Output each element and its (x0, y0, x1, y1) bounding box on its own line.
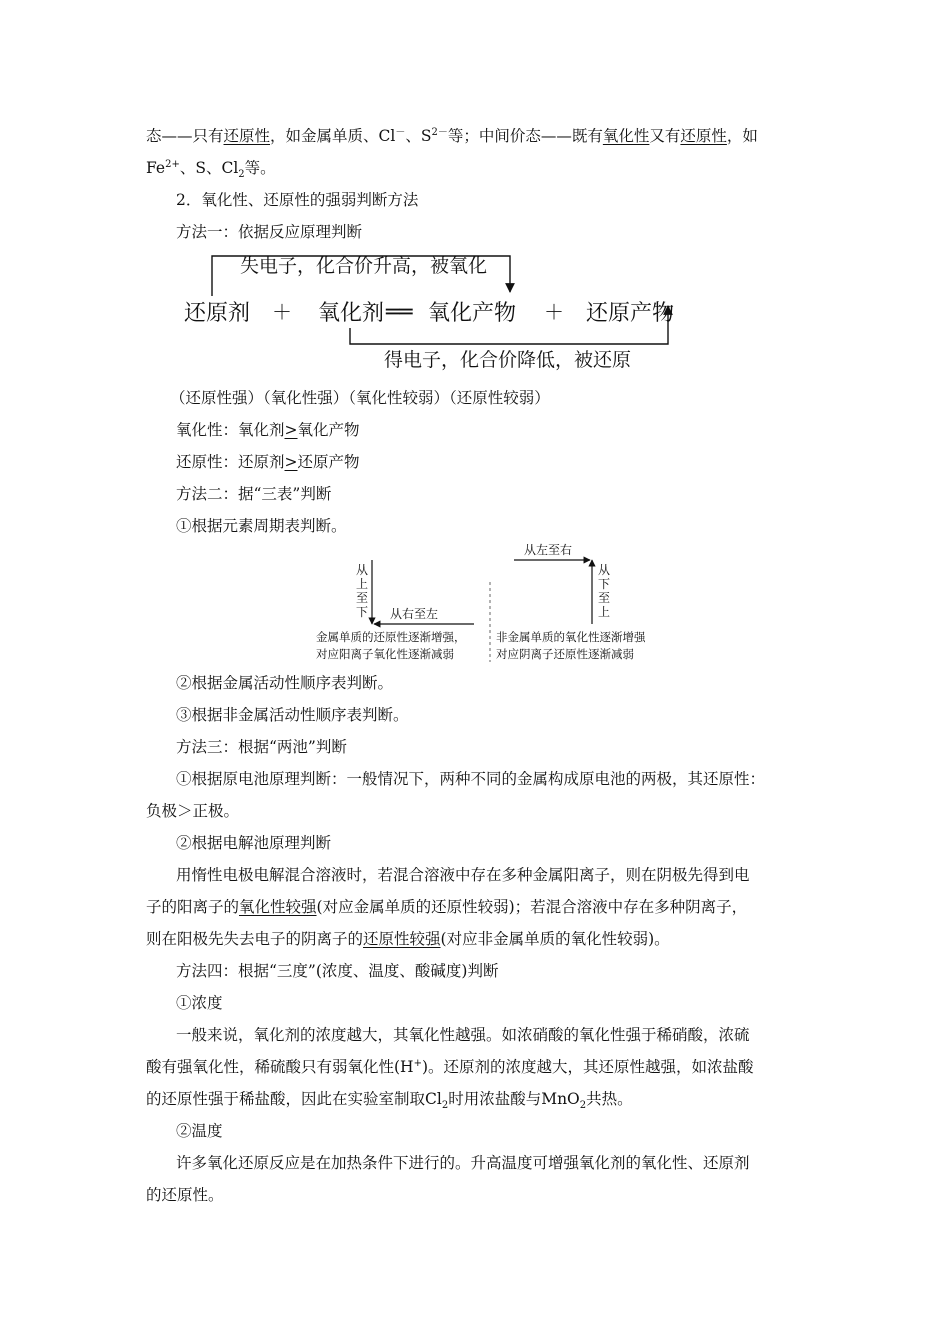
right-to-left-label: 从右至左 (390, 607, 439, 621)
text: 氧化性：氧化剂 (176, 421, 285, 439)
electron-gain-label: 得电子，化合价降低，被还原 (384, 349, 632, 371)
text-line: 一般来说，氧化剂的浓度越大，其氧化性越强。如浓硝酸的氧化性强于稀硝酸，浓硫 (176, 1026, 750, 1044)
vertical-label-char: 下 (598, 577, 611, 591)
sub-item: ②温度 (176, 1122, 223, 1140)
subscript: 2 (441, 1100, 449, 1112)
method-heading: 方法一：依据反应原理判断 (176, 223, 363, 241)
subscript: 2 (238, 169, 245, 181)
text: 还原产物 (297, 453, 360, 471)
nonmetal-trend-line1: 非金属单质的氧化性逐渐增强 (496, 630, 646, 644)
redox-diagram (170, 248, 690, 378)
text: 酸有强氧化性，稀硫酸只有弱氧化性(H (146, 1058, 414, 1076)
reductant: 还原剂 (184, 301, 251, 326)
periodic-trend-diagram (310, 538, 680, 666)
superscript: － (395, 126, 406, 138)
underlined-term: 还原性 (680, 127, 727, 145)
text-line (146, 126, 758, 146)
underlined-term: 还原性 (223, 127, 271, 145)
superscript: 2+ (165, 158, 180, 170)
greater-than: > (284, 453, 298, 471)
sub-item: ①根据元素周期表判断。 (176, 517, 347, 535)
oxidation-product: 氧化产物 (428, 301, 517, 326)
superscript: + (413, 1057, 422, 1069)
text: 还原性：还原剂 (176, 453, 285, 471)
text: 则在阳极先失去电子的阴离子的 (146, 930, 364, 948)
plus-sign: ＋ (272, 300, 292, 324)
text-line: 负极＞正极。 (146, 802, 240, 820)
equals-sign: ══ (386, 300, 413, 325)
section-heading: 2．氧化性、还原性的强弱判断方法 (176, 191, 419, 209)
down-to-up-label (598, 563, 610, 619)
text: 等；中间价态——既有 (447, 127, 603, 145)
text: )。还原剂的浓度越大，其还原性越强，如浓盐酸 (421, 1058, 754, 1076)
method-heading: 方法三：根据“两池”判断 (176, 738, 347, 756)
method-heading: 方法二：据“三表”判断 (176, 485, 332, 503)
text-line (146, 158, 276, 181)
text: 共热。 (586, 1090, 633, 1108)
text-line: 用惰性电极电解混合溶液时，若混合溶液中存在多种金属阳离子，则在阴极先得到电 (176, 866, 750, 884)
left-to-right-label: 从左至右 (524, 543, 573, 557)
vertical-label-char: 从 (356, 563, 369, 577)
text: 的还原性强于稀盐酸，因此在实验室制取Cl (146, 1090, 442, 1108)
subscript: 2 (579, 1100, 587, 1112)
underlined-term: 氧化性较强 (239, 898, 317, 916)
text: 时用浓盐酸与MnO (448, 1090, 580, 1108)
nonmetal-trend-line2: 对应阴离子还原性逐渐减弱 (496, 647, 634, 661)
text: 、S、Cl (179, 159, 239, 177)
metal-trend-line2: 对应阳离子氧化性逐渐减弱 (316, 647, 454, 661)
sub-item: ③根据非金属活动性顺序表判断。 (176, 706, 409, 724)
vertical-label-char: 下 (356, 605, 369, 619)
text-line (146, 897, 747, 917)
text: ，如 (726, 127, 758, 145)
plus-sign: ＋ (544, 300, 564, 324)
sub-item: ①浓度 (176, 994, 223, 1012)
method-heading: 方法四：根据“三度”(浓度、温度、酸碱度)判断 (176, 962, 499, 980)
vertical-label-char: 至 (598, 591, 611, 605)
sub-item: ②根据金属活动性顺序表判断。 (176, 674, 394, 692)
text: 子的阳离子的 (146, 898, 240, 916)
text: 态——只有 (146, 127, 224, 145)
sub-item: ②根据电解池原理判断 (176, 834, 332, 852)
reduction-product: 还原产物 (586, 301, 675, 326)
text-line: 许多氧化还原反应是在加热条件下进行的。升高温度可增强氧化剂的氧化性、还原剂 (176, 1154, 750, 1172)
underlined-term: 氧化性 (602, 127, 650, 145)
text: (对应金属单质的还原性较弱)；若混合溶液中存在多种阴离子， (316, 898, 748, 916)
sub-item: ①根据原电池原理判断：一般情况下，两种不同的金属构成原电池的两极，其还原性： (176, 770, 766, 788)
equation-notes: （还原性强）（氧化性强）（氧化性较弱）（还原性较弱） (170, 389, 550, 407)
vertical-label-char: 上 (598, 605, 611, 619)
text-line (146, 1089, 633, 1112)
electron-loss-label: 失电子，化合价升高，被氧化 (240, 255, 488, 277)
reduction-comparison (176, 452, 360, 472)
text: ，如金属单质、Cl (270, 127, 396, 145)
underlined-term: 还原性较强 (363, 930, 441, 948)
text: 等。 (244, 159, 276, 177)
text-line: 的还原性。 (146, 1186, 224, 1204)
oxidant: 氧化剂 (318, 301, 385, 326)
text: 又有 (649, 127, 681, 145)
text: 、S (405, 127, 432, 145)
vertical-label-char: 从 (598, 563, 611, 577)
vertical-label-char: 上 (356, 577, 369, 591)
text-line (146, 1057, 754, 1077)
text: 氧化产物 (297, 421, 360, 439)
text: Fe (146, 159, 166, 177)
oxidation-comparison (176, 420, 360, 440)
text: (对应非金属单质的氧化性较弱)。 (440, 930, 670, 948)
vertical-label-char: 至 (356, 591, 369, 605)
greater-than: > (284, 421, 298, 439)
text-line (146, 929, 670, 949)
superscript: 2－ (431, 126, 448, 138)
up-to-down-label (356, 563, 368, 619)
metal-trend-line1: 金属单质的还原性逐渐增强， (316, 630, 466, 644)
